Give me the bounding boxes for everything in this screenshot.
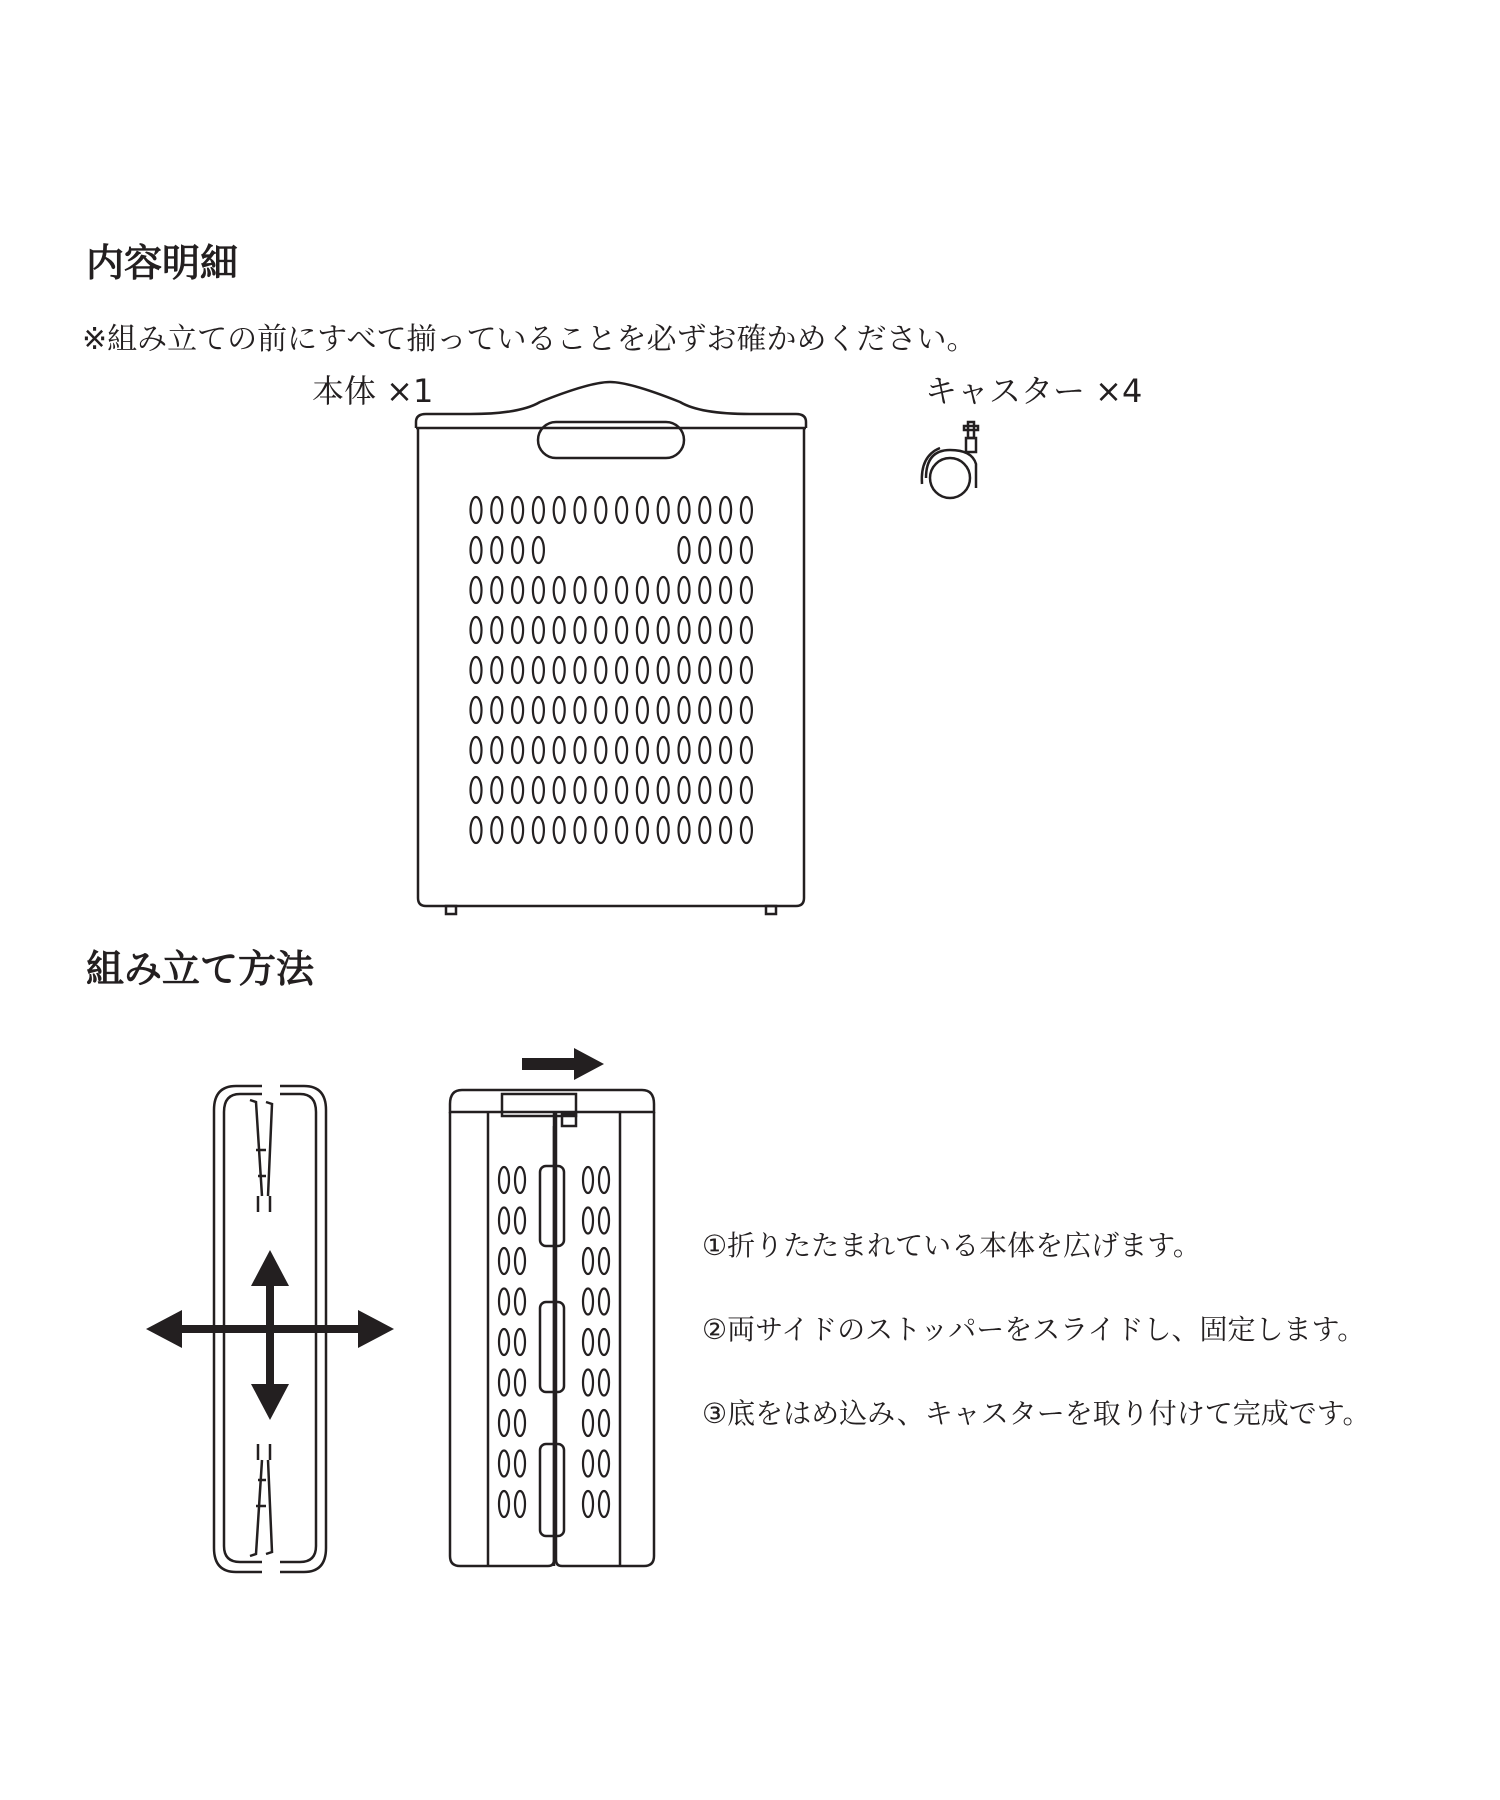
vent-hole — [575, 817, 586, 843]
vent-hole — [554, 817, 565, 843]
vent-hole — [499, 1491, 509, 1517]
contents-note: ※組み立ての前にすべて揃っていることを必ずお確かめください。 — [82, 322, 977, 357]
vent-hole — [515, 1208, 525, 1234]
vent-hole — [491, 817, 502, 843]
vent-hole — [720, 817, 731, 843]
vent-hole — [515, 1491, 525, 1517]
vent-hole — [533, 657, 544, 683]
vent-hole — [658, 577, 669, 603]
vent-hole — [491, 537, 502, 563]
vent-hole — [499, 1208, 509, 1234]
vent-hole — [741, 537, 752, 563]
panel-vent-holes — [499, 1167, 609, 1517]
vent-hole — [512, 497, 523, 523]
vent-hole — [741, 617, 752, 643]
vent-hole — [595, 617, 606, 643]
body-item-label: 本体 ×1 — [312, 372, 434, 410]
vent-hole — [471, 617, 482, 643]
vent-hole — [679, 497, 690, 523]
vent-hole — [512, 777, 523, 803]
vent-hole — [515, 1289, 525, 1315]
vent-hole — [599, 1208, 609, 1234]
vent-hole — [583, 1329, 593, 1355]
vent-hole — [499, 1329, 509, 1355]
vent-hole — [512, 657, 523, 683]
vent-hole — [583, 1370, 593, 1396]
vent-hole — [599, 1167, 609, 1193]
vent-hole — [637, 497, 648, 523]
vent-hole — [658, 737, 669, 763]
vent-hole — [720, 657, 731, 683]
vent-hole — [512, 537, 523, 563]
vent-hole — [616, 657, 627, 683]
vent-hole — [599, 1491, 609, 1517]
vent-hole — [595, 497, 606, 523]
vent-hole — [515, 1248, 525, 1274]
vent-hole — [679, 697, 690, 723]
step-2-text: ②両サイドのストッパーをスライドし、固定します。 — [702, 1313, 1366, 1346]
vent-hole — [679, 657, 690, 683]
vent-hole — [599, 1451, 609, 1477]
vent-hole — [720, 497, 731, 523]
vent-hole — [741, 497, 752, 523]
expand-arrows-icon — [146, 1250, 394, 1420]
vent-hole — [554, 737, 565, 763]
vent-hole — [616, 737, 627, 763]
vent-hole — [554, 657, 565, 683]
vent-hole — [658, 697, 669, 723]
caster-item-label: キャスター ×4 — [925, 372, 1143, 410]
vent-hole — [616, 697, 627, 723]
vent-hole — [658, 817, 669, 843]
vent-hole — [599, 1329, 609, 1355]
vent-hole — [575, 497, 586, 523]
step-1-text: ①折りたたまれている本体を広げます。 — [702, 1229, 1201, 1262]
vent-hole — [499, 1410, 509, 1436]
vent-hole — [679, 777, 690, 803]
vent-hole — [515, 1370, 525, 1396]
vent-hole — [491, 777, 502, 803]
vent-hole — [512, 737, 523, 763]
contents-heading: 内容明細 — [86, 241, 239, 285]
vent-hole — [491, 617, 502, 643]
vent-hole — [471, 697, 482, 723]
vent-hole — [533, 737, 544, 763]
vent-hole — [699, 537, 710, 563]
vent-hole — [599, 1289, 609, 1315]
vent-hole — [720, 737, 731, 763]
vent-hole — [699, 697, 710, 723]
vent-hole — [491, 697, 502, 723]
vent-hole — [499, 1370, 509, 1396]
vent-hole — [679, 617, 690, 643]
vent-hole — [741, 657, 752, 683]
vent-hole — [515, 1167, 525, 1193]
vent-hole — [512, 577, 523, 603]
vent-hole — [575, 777, 586, 803]
vent-hole — [515, 1329, 525, 1355]
vent-hole — [583, 1451, 593, 1477]
vent-hole — [699, 817, 710, 843]
vent-hole — [471, 537, 482, 563]
vent-hole — [583, 1248, 593, 1274]
vent-hole — [533, 537, 544, 563]
vent-hole — [699, 777, 710, 803]
vent-hole — [741, 737, 752, 763]
vent-hole — [595, 577, 606, 603]
vent-hole — [533, 817, 544, 843]
vent-hole — [583, 1167, 593, 1193]
vent-hole — [616, 777, 627, 803]
vent-hole — [658, 657, 669, 683]
vent-hole — [533, 777, 544, 803]
vent-hole — [515, 1410, 525, 1436]
vent-hole — [720, 537, 731, 563]
vent-hole — [595, 697, 606, 723]
vent-hole — [616, 817, 627, 843]
vent-hole — [583, 1289, 593, 1315]
vent-hole — [658, 617, 669, 643]
vent-hole — [637, 817, 648, 843]
vent-hole — [595, 777, 606, 803]
vent-hole — [554, 577, 565, 603]
vent-hole — [637, 577, 648, 603]
vent-hole — [720, 777, 731, 803]
vent-hole — [491, 737, 502, 763]
vent-hole — [533, 617, 544, 643]
vent-hole — [699, 737, 710, 763]
vent-hole — [637, 777, 648, 803]
vent-hole — [741, 697, 752, 723]
vent-hole — [637, 737, 648, 763]
vent-hole — [554, 497, 565, 523]
vent-hole — [512, 617, 523, 643]
vent-hole — [599, 1370, 609, 1396]
vent-hole — [741, 777, 752, 803]
vent-hole — [491, 497, 502, 523]
vent-hole — [720, 617, 731, 643]
vent-hole — [720, 697, 731, 723]
vent-hole — [515, 1451, 525, 1477]
vent-hole — [599, 1248, 609, 1274]
vent-hole — [471, 577, 482, 603]
vent-hole — [554, 777, 565, 803]
vent-hole — [533, 577, 544, 603]
vent-hole — [637, 617, 648, 643]
vent-hole — [616, 577, 627, 603]
vent-hole — [575, 737, 586, 763]
vent-hole — [583, 1208, 593, 1234]
vent-hole — [471, 657, 482, 683]
vent-hole — [699, 497, 710, 523]
vent-hole — [679, 537, 690, 563]
vent-hole — [679, 737, 690, 763]
vent-hole — [491, 577, 502, 603]
vent-hole — [471, 497, 482, 523]
vent-hole — [699, 657, 710, 683]
vent-hole — [499, 1451, 509, 1477]
vent-hole — [471, 777, 482, 803]
vent-hole — [499, 1289, 509, 1315]
vent-hole — [595, 737, 606, 763]
vent-hole — [699, 577, 710, 603]
vent-hole — [741, 577, 752, 603]
vent-hole — [554, 697, 565, 723]
vent-hole — [658, 497, 669, 523]
vent-hole — [699, 617, 710, 643]
vent-holes — [471, 497, 752, 843]
vent-hole — [595, 817, 606, 843]
vent-hole — [595, 657, 606, 683]
vent-hole — [499, 1167, 509, 1193]
vent-hole — [583, 1410, 593, 1436]
vent-hole — [471, 817, 482, 843]
vent-hole — [499, 1248, 509, 1274]
vent-hole — [616, 617, 627, 643]
vent-hole — [575, 577, 586, 603]
vent-hole — [491, 657, 502, 683]
vent-hole — [533, 497, 544, 523]
vent-hole — [616, 497, 627, 523]
vent-hole — [658, 777, 669, 803]
vent-hole — [575, 617, 586, 643]
vent-hole — [512, 697, 523, 723]
vent-hole — [679, 817, 690, 843]
assembly-heading: 組み立て方法 — [86, 947, 315, 991]
vent-hole — [512, 817, 523, 843]
vent-hole — [575, 697, 586, 723]
vent-hole — [637, 697, 648, 723]
slide-arrow-icon — [522, 1048, 604, 1080]
step-3-text: ③底をはめ込み、キャスターを取り付けて完成です。 — [702, 1397, 1371, 1430]
vent-hole — [741, 817, 752, 843]
vent-hole — [471, 737, 482, 763]
vent-hole — [599, 1410, 609, 1436]
vent-hole — [575, 657, 586, 683]
vent-hole — [637, 657, 648, 683]
vent-hole — [554, 617, 565, 643]
vent-hole — [679, 577, 690, 603]
vent-hole — [533, 697, 544, 723]
vent-hole — [583, 1491, 593, 1517]
vent-hole — [720, 577, 731, 603]
